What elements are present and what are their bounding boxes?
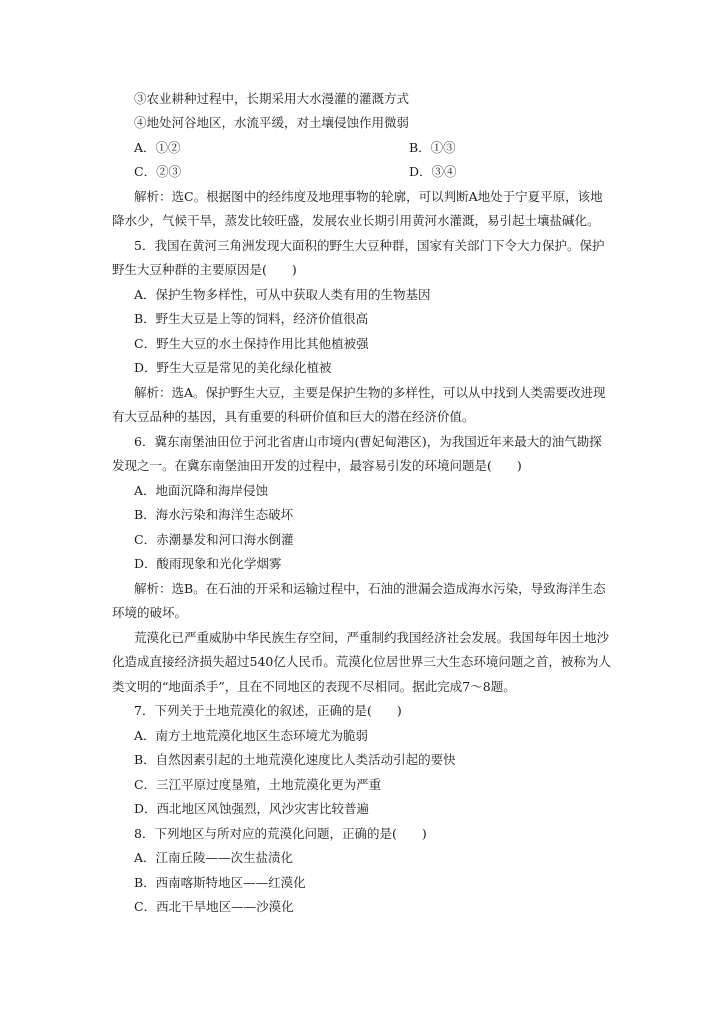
option-a: A．①② xyxy=(134,140,181,155)
option-a: A．保护生物多样性，可从中获取人类有用的生物基因 xyxy=(134,287,431,302)
option-b: B．海水污染和海洋生态破坏 xyxy=(134,507,294,522)
answer-analysis: 解析：选A。保护野生大豆，主要是保护生物的多样性，可以从中找到人类需要改进现 xyxy=(134,385,606,400)
option-c: C．西北干旱地区——沙漠化 xyxy=(134,899,294,914)
answer-analysis: 有大豆品种的基因，具有重要的科研价值和巨大的潜在经济价值。 xyxy=(112,409,475,424)
question-8: 8．下列地区与所对应的荒漠化问题，正确的是( ) xyxy=(134,826,427,841)
option-a: A．江南丘陵——次生盐渍化 xyxy=(134,850,294,865)
passage: 类文明的“地面杀手”，且在不同地区的表现不尽相同。据此完成7～8题。 xyxy=(112,679,516,694)
option-c: C．野生大豆的水土保持作用比其他植被强 xyxy=(134,336,369,351)
option-a: A．地面沉降和海岸侵蚀 xyxy=(134,483,269,498)
text-line: ③农业耕种过程中，长期采用大水漫灌的灌溉方式 xyxy=(134,91,410,106)
option-c: C．②③ xyxy=(134,164,182,179)
answer-analysis: 环境的破坏。 xyxy=(112,605,188,620)
option-b: B．西南喀斯特地区——红漠化 xyxy=(134,875,306,890)
question-6: 6．冀东南堡油田位于河北省唐山市境内(曹妃甸港区)，为我国近年来最大的油气勘探 xyxy=(134,434,602,449)
question-5: 5．我国在黄河三角洲发现大面积的野生大豆种群，国家有关部门下令大力保护。保护 xyxy=(134,238,605,253)
answer-analysis: 解析：选C。根据图中的经纬度及地理事物的轮廓，可以判断A地处于宁夏平原，该地 xyxy=(134,189,603,204)
answer-analysis: 降水少，气候干旱，蒸发比较旺盛，发展农业长期引用黄河水灌溉，易引起土壤盐碱化。 xyxy=(112,213,600,228)
option-b: B．自然因素引起的土地荒漠化速度比人类活动引起的要快 xyxy=(134,752,456,767)
passage: 化造成直接经济损失超过540亿人民币。荒漠化位居世界三大生态环境问题之首，被称为人 xyxy=(112,654,611,669)
option-c: C．三江平原过度垦殖，土地荒漠化更为严重 xyxy=(134,777,382,792)
question-7: 7．下列关于土地荒漠化的叙述，正确的是( ) xyxy=(134,703,402,718)
question-6: 发现之一。在冀东南堡油田开发的过程中，最容易引发的环境问题是( ) xyxy=(112,458,522,473)
option-d: D．酸雨现象和光化学烟雾 xyxy=(134,556,282,571)
option-d: D．西北地区风蚀强烈，风沙灾害比较普遍 xyxy=(134,801,370,816)
option-c: C．赤潮暴发和河口海水倒灌 xyxy=(134,532,294,547)
question-5: 野生大豆种群的主要原因是( ) xyxy=(112,262,297,277)
option-d: D．野生大豆是常见的美化绿化植被 xyxy=(134,360,332,375)
option-b: B．野生大豆是上等的饲料，经济价值很高 xyxy=(134,311,369,326)
answer-analysis: 解析：选B。在石油的开采和运输过程中，石油的泄漏会造成海水污染，导致海洋生态 xyxy=(134,581,606,596)
option-a: A．南方土地荒漠化地区生态环境尤为脆弱 xyxy=(134,728,369,743)
option-d: D．③④ xyxy=(409,164,457,179)
text-line: ④地处河谷地区，水流平缓，对土壤侵蚀作用微弱 xyxy=(134,115,410,130)
passage: 荒漠化已严重威胁中华民族生存空间，严重制约我国经济社会发展。我国每年因土地沙 xyxy=(134,630,610,645)
option-b: B．①③ xyxy=(409,140,456,155)
